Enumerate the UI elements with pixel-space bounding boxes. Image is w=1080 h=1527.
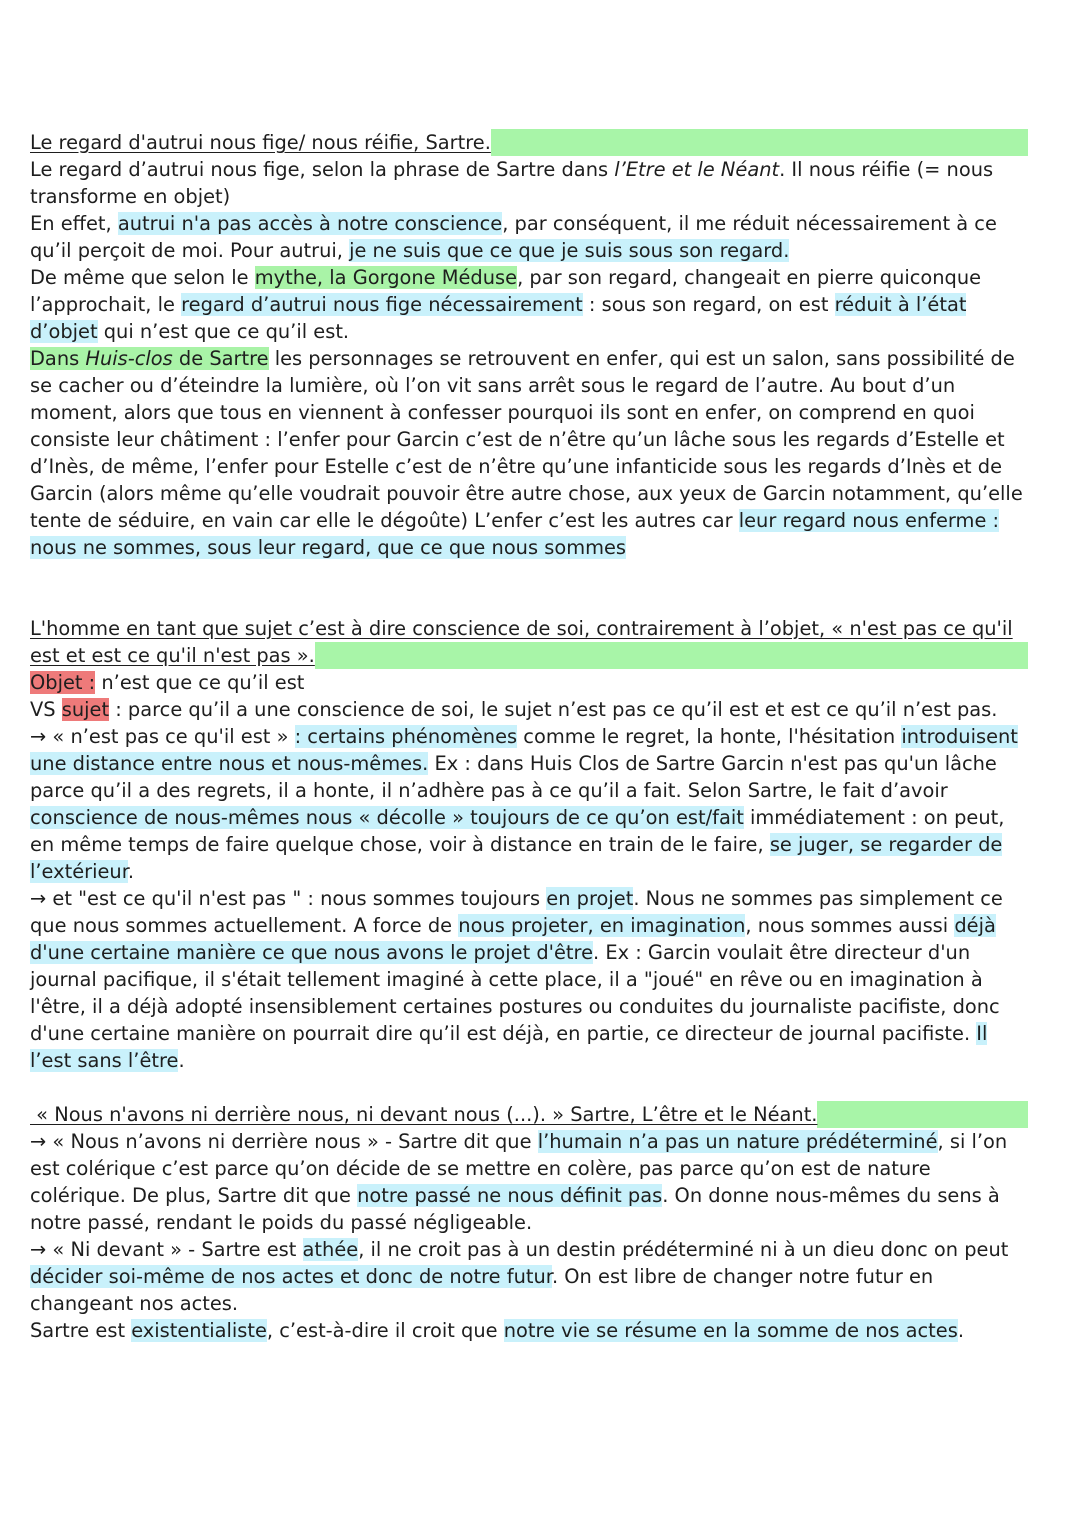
highlight-green [30, 347, 269, 370]
highlight-blue: décider soi-même de nos actes et donc de notre futur [30, 1265, 552, 1288]
text: , il ne croit pas à un destin prédéterminé ni à un dieu donc on peut [358, 1238, 1009, 1261]
book-title: l’Etre et le Néant [614, 158, 780, 181]
section-title-text: « Nous n'avons ni derrière nous, ni devant nous (...). » Sartre, L’être et le Néant. [30, 1103, 818, 1126]
paragraph [30, 723, 1030, 885]
text: , nous sommes aussi [745, 914, 955, 937]
section-title-text: L'homme en tant que sujet c’est à dire conscience de soi, contrairement à l’objet, « n'est pas ce qu'il est et est ce qu'il n'est pas ». [30, 617, 1013, 667]
text: comme le regret, la honte, l'hésitation [517, 725, 902, 748]
text: n’est que ce qu’il est [95, 671, 305, 694]
text: . Ex : Garcin voulait être directeur d'un journal pacifique, il s'était tellement imaginé à cette place, il a "joué" en rêve ou en imagination à l'être, il a déjà adopté insensiblement certaines postures ou conduites du journaliste pacifiste, donc d'une certaine manière on pourrait dire qu’il est déjà, en partie, ce directeur de journal pacifiste. [30, 941, 1000, 1045]
highlight-blue: leur regard nous enferme : nous ne sommes, sous leur regard, que ce que nous sommes [30, 509, 1000, 559]
text: . Il nous réifie (= nous transforme en objet) [30, 158, 994, 208]
text: . [127, 860, 135, 883]
paragraph [30, 885, 1030, 1074]
highlight-red: Objet : [30, 671, 96, 694]
highlight-blue: : certains phénomènes [294, 725, 518, 748]
text: Le regard d’autrui nous fige, selon la phrase de Sartre dans [30, 158, 615, 181]
section-derriere-devant [30, 1101, 1030, 1344]
highlight-blue: nous projeter, en imagination [458, 914, 746, 937]
highlight-red: sujet [61, 698, 110, 721]
text: , c’est-à-dire il croit que [266, 1319, 504, 1342]
paragraph [30, 210, 1030, 264]
text: : sous son regard, on est [582, 293, 835, 316]
document-page [30, 129, 1030, 1344]
text: Sartre est [30, 1319, 132, 1342]
highlight-blue: Il l’est sans l’être [30, 1022, 988, 1072]
paragraph [30, 1128, 1030, 1236]
section-title [30, 1101, 1030, 1128]
text: qui n’est que ce qu’il est. [97, 320, 350, 343]
section-sujet [30, 615, 1030, 1074]
highlight-blue: en projet [546, 887, 634, 910]
title-highlight [315, 642, 1028, 669]
highlight-blue: autrui n'a pas accès à notre conscience [117, 212, 503, 235]
highlight-blue: je ne suis que ce que je suis sous son regard. [349, 239, 790, 262]
paragraph [30, 669, 1030, 696]
highlight-blue: notre passé ne nous définit pas [357, 1184, 663, 1207]
highlight-blue: l’humain n’a pas un nature prédéterminé [537, 1130, 938, 1153]
text: VS [30, 698, 62, 721]
highlight-blue: notre vie se résume en la somme de nos actes [503, 1319, 958, 1342]
text: → « Ni devant » - Sartre est [30, 1238, 303, 1261]
section-title-text: Le regard d'autrui nous fige/ nous réifie, Sartre. [30, 131, 491, 154]
section-title [30, 615, 1030, 669]
text: . Nous ne sommes pas simplement ce que nous sommes actuellement. A force de [30, 887, 1003, 937]
text: , par son regard, changeait en pierre quiconque l’approchait, le [30, 266, 982, 316]
text: : parce qu’il a une conscience de soi, le sujet n’est pas ce qu’il est et est ce qu’il n’est pas. [109, 698, 998, 721]
text: . On est libre de changer notre futur en changeant nos actes. [30, 1265, 934, 1315]
play-title: Huis-clos [85, 347, 173, 370]
text: . [957, 1319, 964, 1342]
paragraph [30, 696, 1030, 723]
highlight-blue: existentialiste [131, 1319, 267, 1342]
highlight-green: mythe, la Gorgone Méduse [254, 266, 518, 289]
highlight-blue: réduit à l’état d’objet [30, 293, 967, 343]
text: Dans [30, 347, 86, 370]
text: En effet, [30, 212, 118, 235]
text: les personnages se retrouvent en enfer, qui est un salon, sans possibilité de se cacher ou d’éteindre la lumière, où l’on vit sans arrêt sous le regard de l’autre. Au bout d’un moment, alors que tous en viennent à confesser pourquoi ils sont en enfer, on comprend en quoi consiste leur châtiment : l’enfer pour Garcin c’est de n’être qu’un lâche sous les regards d’Estelle et d’Inès, de même, l’enfer pour Estelle c’est de n’être qu’une infanticide sous les regards d’Inès et de Garcin (alors même qu’elle voudrait pouvoir être autre chose, aux yeux de Garcin notamment, qu’elle tente de séduire, en vain car elle le dégoûte) L’enfer c’est les autres car [30, 347, 1023, 532]
highlight-blue: se juger, se regarder de l’extérieur [30, 833, 1003, 883]
paragraph [30, 345, 1030, 561]
paragraph [30, 264, 1030, 345]
paragraph [30, 156, 1030, 210]
text: . On donne nous-mêmes du sens à notre passé, rendant le poids du passé négligeable. [30, 1184, 1000, 1234]
text: De même que selon le [30, 266, 255, 289]
text: , si l’on est colérique c’est parce qu’on décide de se mettre en colère, pas parce qu’on est de nature colérique. De plus, Sartre dit que [30, 1130, 1008, 1207]
title-highlight [817, 1101, 1028, 1128]
highlight-blue: introduisent une distance entre nous et nous-mêmes. [30, 725, 1018, 775]
highlight-blue: conscience de nous-mêmes nous « décolle » toujours de ce qu’on est/fait [30, 806, 744, 829]
title-highlight [491, 129, 1028, 156]
text: → et "est ce qu'il n'est pas " : nous sommes toujours [30, 887, 547, 910]
text: . [178, 1049, 185, 1072]
text: , par conséquent, il me réduit nécessairement à ce qu’il perçoit de moi. Pour autrui, [30, 212, 997, 262]
highlight-blue: regard d’autrui nous fige nécessairement [181, 293, 583, 316]
text: Ex : dans Huis Clos de Sartre Garcin n'est pas qu'un lâche parce qu’il a des regrets, il a honte, il n’adhère pas à ce qu’il a fait. Selon Sartre, le fait d’avoir [30, 752, 997, 802]
section-regard-autrui [30, 129, 1030, 561]
highlight-blue: déjà d'une certaine manière ce que nous avons le projet d'être [30, 914, 996, 964]
text: de Sartre [172, 347, 269, 370]
section-title [30, 129, 1030, 156]
paragraph [30, 1236, 1030, 1317]
text: → « n’est pas ce qu'il est » [30, 725, 295, 748]
paragraph [30, 1317, 1030, 1344]
highlight-blue: athée [302, 1238, 359, 1261]
text: immédiatement : on peut, en même temps de faire quelque chose, voir à distance en train de le faire, [30, 806, 1005, 856]
text: → « Nous n’avons ni derrière nous » - Sartre dit que [30, 1130, 538, 1153]
